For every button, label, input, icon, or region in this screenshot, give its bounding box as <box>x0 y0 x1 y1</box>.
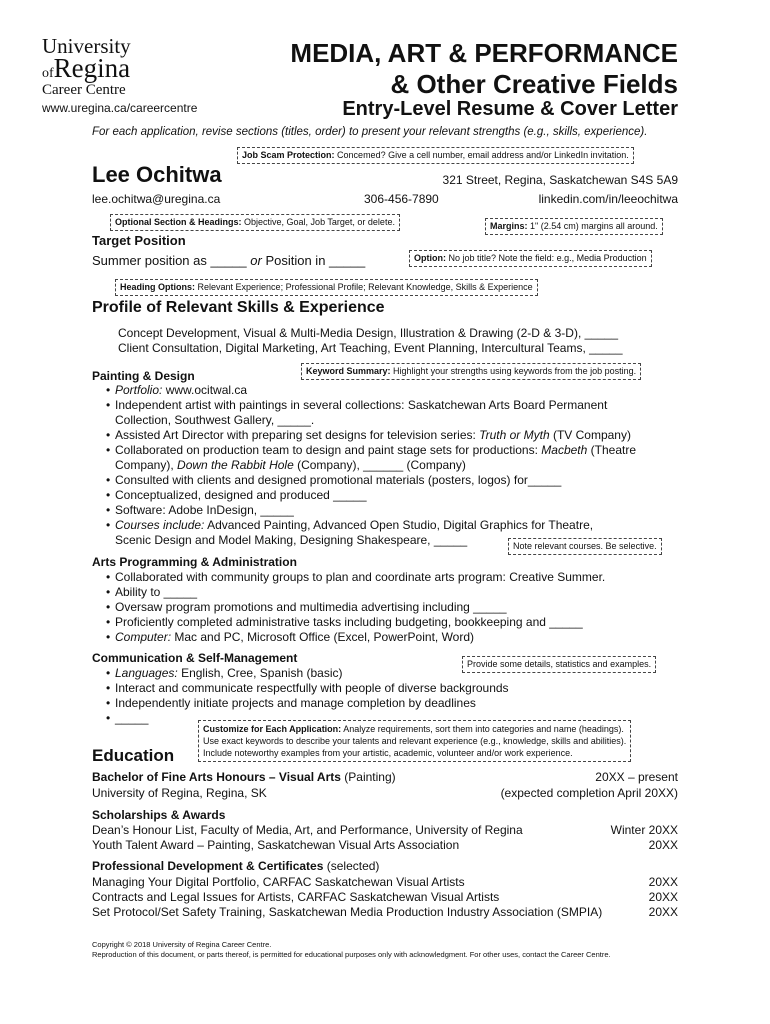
school-date: (expected completion April 20XX) <box>500 786 678 800</box>
painting-list <box>92 383 636 548</box>
list-item <box>92 681 509 696</box>
bullet-text: Oversaw program promotions and multimedia advertising including _____ <box>115 600 507 614</box>
note-label: Margins: <box>490 221 528 231</box>
bullet-text: Collaborated with community groups to plan and coordinate arts program: Creative Summer. <box>115 570 606 584</box>
bullet-text-cont: Scenic Design and Model Making, Designing Shakespeare, _____ <box>115 533 468 547</box>
prodev-row: Contracts and Legal Issues for Artists, CARFAC Saskatchewan Visual Artists <box>92 890 500 904</box>
keyword-summary-note <box>301 363 641 380</box>
list-item <box>92 585 605 600</box>
list-item <box>92 503 636 518</box>
bullet-em: Macbeth <box>541 443 588 457</box>
bullet-text: Independently initiate projects and manage completion by deadlines <box>115 696 476 710</box>
bullet-text: Assisted Art Director with preparing set designs for television series: <box>115 428 480 442</box>
note-text: Concemed? Give a cell number, email address and/or LinkedIn invitation. <box>337 150 629 160</box>
note-text: Include noteworthy examples from your artistic, academic, volunteer and/or work experience. <box>203 748 573 758</box>
linkedin[interactable]: linkedin.com/in/leeochitwa <box>538 192 678 206</box>
scholarship-row: Dean’s Honour List, Faculty of Media, Art, and Performance, University of Regina <box>92 823 523 837</box>
scholarship-row: Youth Talent Award – Painting, Saskatchewan Visual Arts Association <box>92 838 460 852</box>
note-label: Keyword Summary: <box>306 366 391 376</box>
bullet-text: (Theatre <box>587 443 636 457</box>
logo-university: University <box>42 34 131 58</box>
bullet-em: Portfolio: <box>115 383 163 397</box>
copyright <box>92 940 611 960</box>
prodev-heading-rest: (selected) <box>323 859 380 873</box>
prodev-heading-bold: Professional Development & Certificates <box>92 859 324 873</box>
optional-section-note <box>110 214 400 231</box>
title-line-2: & Other Creative Fields <box>390 69 678 99</box>
heading-options-note <box>115 279 538 296</box>
list-item <box>92 473 636 488</box>
title-line-1: MEDIA, ART & PERFORMANCE <box>290 38 678 68</box>
bullet-text: Consulted with clients and designed promotional materials (posters, logos) for_____ <box>115 473 562 487</box>
list-item <box>92 488 636 503</box>
bullet-text: Proficiently completed administrative tasks including budgeting, bookkeeping and _____ <box>115 615 583 629</box>
note-text: Relevant Experience; Professional Profile; Relevant Knowledge, Skills & Experience <box>197 282 533 292</box>
bullet-em: Down the Rabbit Hole <box>177 458 294 472</box>
prodev-row: Set Protocol/Set Safety Training, Saskatchewan Media Production Industry Association (SMPIA) <box>92 905 603 919</box>
note-text: 1" (2.54 cm) margins all around. <box>530 221 658 231</box>
applicant-name: Lee Ochitwa <box>92 162 222 187</box>
bullet-text: www.ocitwal.ca <box>162 383 248 397</box>
bullet-text: Advanced Painting, Advanced Open Studio, Digital Graphics for Theatre, <box>204 518 594 532</box>
comm-list <box>92 666 509 726</box>
bullet-em: Languages: <box>115 666 178 680</box>
bullet-em: Truth or Myth <box>479 428 550 442</box>
bullet-text: English, Cree, Spanish (basic) <box>177 666 343 680</box>
note-text: Highlight your strengths using keywords from the job posting. <box>393 366 637 376</box>
intro-instruction: For each application, revise sections (titles, order) to present your relevant strengths (e.g., skills, experience). <box>92 126 648 138</box>
list-item <box>92 398 636 428</box>
bullet-text: _____ <box>115 711 149 725</box>
bullet-text: Conceptualized, designed and produced _____ <box>115 488 367 502</box>
note-label: Customize for Each Application: <box>203 724 342 734</box>
prodev-date: 20XX <box>648 890 678 904</box>
list-item <box>92 600 605 615</box>
note-label: Job Scam Protection: <box>242 150 335 160</box>
email[interactable]: lee.ochitwa@uregina.ca <box>92 192 221 206</box>
comm-heading: Communication & Self-Management <box>92 651 298 665</box>
phone: 306-456-7890 <box>364 192 439 206</box>
bullet-text: Ability to _____ <box>115 585 198 599</box>
education-heading: Education <box>92 746 175 765</box>
career-centre-url[interactable]: www.uregina.ca/careercentre <box>42 101 198 115</box>
title-line-3: Entry-Level Resume & Cover Letter <box>342 98 678 120</box>
prodev-row: Managing Your Digital Portfolio, CARFAC Saskatchewan Visual Artists <box>92 875 465 889</box>
logo-of: of <box>42 66 54 81</box>
bullet-em: Computer: <box>115 630 172 644</box>
prodev-heading <box>92 859 379 874</box>
list-item <box>92 630 605 645</box>
bullet-text: (TV Company) <box>549 428 631 442</box>
courses-note: Note relevant courses. Be selective. <box>508 538 662 555</box>
profile-summary-1: Concept Development, Visual & Multi-Media Design, Illustration & Drawing (2-D & 3-D), _____ <box>118 326 618 340</box>
list-item <box>92 615 605 630</box>
scholarship-date: Winter 20XX <box>610 823 678 837</box>
target-text <box>92 253 365 268</box>
target-text-b: Position in _____ <box>261 253 366 268</box>
bullet-text: Software: Adobe InDesign, _____ <box>115 503 294 517</box>
bullet-text: Independent artist with paintings in several collections: Saskatchewan Arts Board Permanent <box>115 398 608 412</box>
list-item <box>92 666 509 681</box>
school: University of Regina, Regina, SK <box>92 786 267 800</box>
arts-list <box>92 570 605 645</box>
details-note: Provide some details, statistics and examples. <box>462 656 656 673</box>
arts-heading: Arts Programming & Administration <box>92 555 297 569</box>
degree-detail: (Painting) <box>340 770 396 784</box>
address: 321 Street, Regina, Saskatchewan S4S 5A9 <box>442 173 678 187</box>
bullet-text: Mac and PC, Microsoft Office (Excel, PowerPoint, Word) <box>171 630 475 644</box>
list-item <box>92 443 636 473</box>
note-text: Objective, Goal, Job Target, or delete. <box>244 217 395 227</box>
profile-heading: Profile of Relevant Skills & Experience <box>92 299 385 316</box>
bullet-text: Interact and communicate respectfully with people of diverse backgrounds <box>115 681 509 695</box>
note-label: Optional Section & Headings: <box>115 217 242 227</box>
target-text-a: Summer position as _____ <box>92 253 251 268</box>
profile-summary-2: Client Consultation, Digital Marketing, Art Teaching, Event Planning, Intercultural Teams, _____ <box>118 341 623 355</box>
note-text: Use exact keywords to describe your talents and relevant experience (e.g., knowledge, skills and abilities). <box>203 736 627 746</box>
list-item <box>92 428 636 443</box>
list-item <box>92 696 509 711</box>
logo-regina-text: Regina <box>53 53 131 83</box>
scam-protection-note <box>237 147 634 164</box>
copyright-line-2: Reproduction of this document, or parts thereof, is permitted for educational purposes only with acknowledgment. For other uses, contact the Career Centre. <box>92 950 611 959</box>
note-label: Option: <box>414 253 446 263</box>
degree <box>92 770 396 785</box>
prodev-date: 20XX <box>648 875 678 889</box>
copyright-line-1: Copyright © 2018 University of Regina Career Centre. <box>92 940 272 949</box>
prodev-date: 20XX <box>648 905 678 919</box>
degree-date: 20XX – present <box>595 770 678 784</box>
degree-name: Bachelor of Fine Arts Honours – Visual Arts <box>92 770 341 784</box>
target-text-or: or <box>250 253 262 268</box>
target-heading: Target Position <box>92 233 186 248</box>
logo-career-centre: Career Centre <box>42 82 126 98</box>
bullet-text: Collaborated on production team to design and paint stage sets for productions: <box>115 443 542 457</box>
scholarships-heading: Scholarships & Awards <box>92 808 226 822</box>
list-item <box>92 570 605 585</box>
margins-note <box>485 218 663 235</box>
bullet-em: Courses include: <box>115 518 205 532</box>
customize-note <box>198 720 631 762</box>
bullet-text-cont: Collection, Southwest Gallery, _____. <box>115 413 315 427</box>
list-item <box>92 383 636 398</box>
bullet-text: (Company), ______ (Company) <box>293 458 466 472</box>
option-note <box>409 250 652 267</box>
scholarship-date: 20XX <box>648 838 678 852</box>
note-label: Heading Options: <box>120 282 195 292</box>
note-text: No job title? Note the field: e.g., Media Production <box>448 253 647 263</box>
bullet-text-cont: Company), <box>115 458 178 472</box>
painting-heading: Painting & Design <box>92 369 195 383</box>
note-text: Analyze requirements, sort them into categories and name (headings). <box>343 724 624 734</box>
